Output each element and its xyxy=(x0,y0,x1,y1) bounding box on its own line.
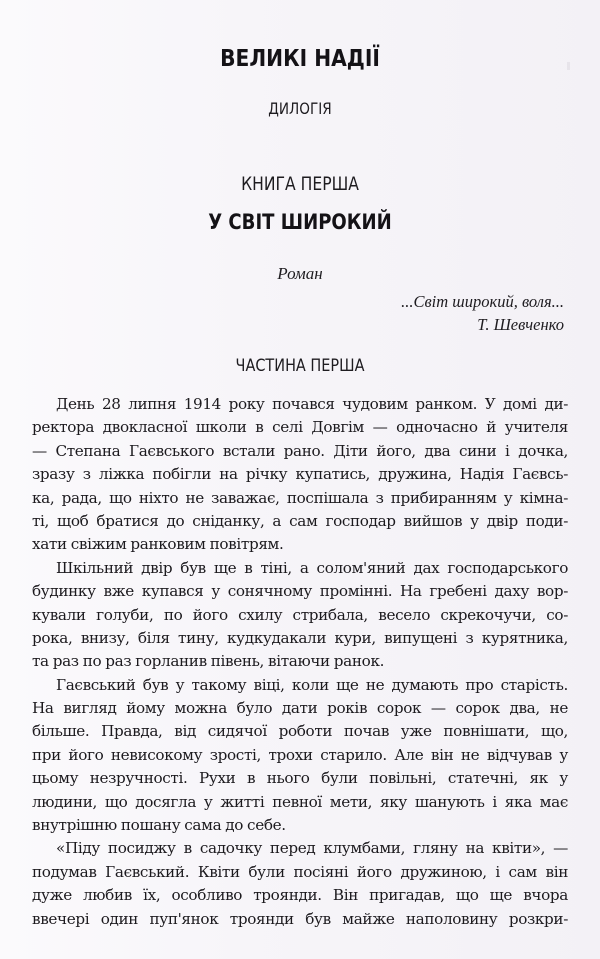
body-line: ті, щоб братися до сніданку, а сам господар вийшов у двір поди- xyxy=(32,511,568,530)
body-line: хати свіжим ранковим повітрям. xyxy=(32,535,284,554)
epigraph xyxy=(401,290,564,336)
body-line: Гаєвський був у такому віці, коли ще не думають про старість. xyxy=(56,675,568,694)
body-line: «Піду посиджу в садочку перед клумбами, гляну на квіти», — xyxy=(56,839,568,858)
body-line: рока, внизу, біля тину, кудкудакали кури, випущені з курятника, xyxy=(32,628,568,647)
epigraph-quote: ...Світ широкий, воля... xyxy=(401,292,564,311)
body-line: ректора двокласної школи в селі Довгім — одночасно й учителя xyxy=(32,418,568,437)
body-text xyxy=(32,393,568,931)
book-subtitle: У СВІТ ШИРОКИЙ xyxy=(208,210,392,234)
body-line: — Степана Гаєвського встали рано. Діти його, два сини і дочка, xyxy=(32,441,568,460)
body-line: людини, що досягла у житті певної мети, яку шанують і яка має xyxy=(32,792,568,811)
genre-label: ДИЛОГІЯ xyxy=(268,99,332,118)
body-line: внутрішню пошану сама до себе. xyxy=(32,816,286,835)
body-line: кували голуби, по його схилу стрибала, весело скрекочучи, со- xyxy=(32,605,568,624)
body-line: більше. Правда, від сидячої роботи почав уже повнішати, що, xyxy=(32,722,568,741)
body-line: цьому незручності. Рухи в нього були повільні, статечні, як у xyxy=(32,769,568,788)
genre-novel-label: Роман xyxy=(277,264,323,283)
body-line: подумав Гаєвський. Квіти були посіяні його дружиною, і сам він xyxy=(32,862,568,881)
epigraph-author: Т. Шевченко xyxy=(477,315,564,334)
body-line: ка, рада, що ніхто не заважає, поспішала з прибиранням у кімна- xyxy=(32,488,568,507)
body-line: дуже любив їх, особливо троянди. Він пригадав, що ще вчора xyxy=(32,886,568,905)
body-line: при його невисокому зрості, трохи старило. Але він не відчував у xyxy=(32,745,568,764)
body-line: День 28 липня 1914 року почався чудовим ранком. У домі ди- xyxy=(56,395,568,413)
book-title: ВЕЛИКІ НАДІЇ xyxy=(220,46,380,72)
body-line: На вигляд йому можна було дати років сорок — сорок два, не xyxy=(32,699,568,718)
body-line: та раз по раз горланив півень, вітаючи ранок. xyxy=(32,652,385,671)
body-line: ввечері один пуп'янок троянди був майже наполовину розкри- xyxy=(32,909,568,928)
page-edge-mark xyxy=(567,62,570,70)
body-line: Шкільний двір був ще в тіні, а солом'яний дах господарського xyxy=(56,558,568,577)
part-heading: ЧАСТИНА ПЕРША xyxy=(235,356,365,376)
book-number: КНИГА ПЕРША xyxy=(241,173,359,195)
body-line: зразу з ліжка побігли на річку купатись, дружина, Надія Гаєвсь- xyxy=(32,465,568,484)
body-line: будинку вже купався у сонячному промінні. На гребені даху вор- xyxy=(32,582,568,601)
